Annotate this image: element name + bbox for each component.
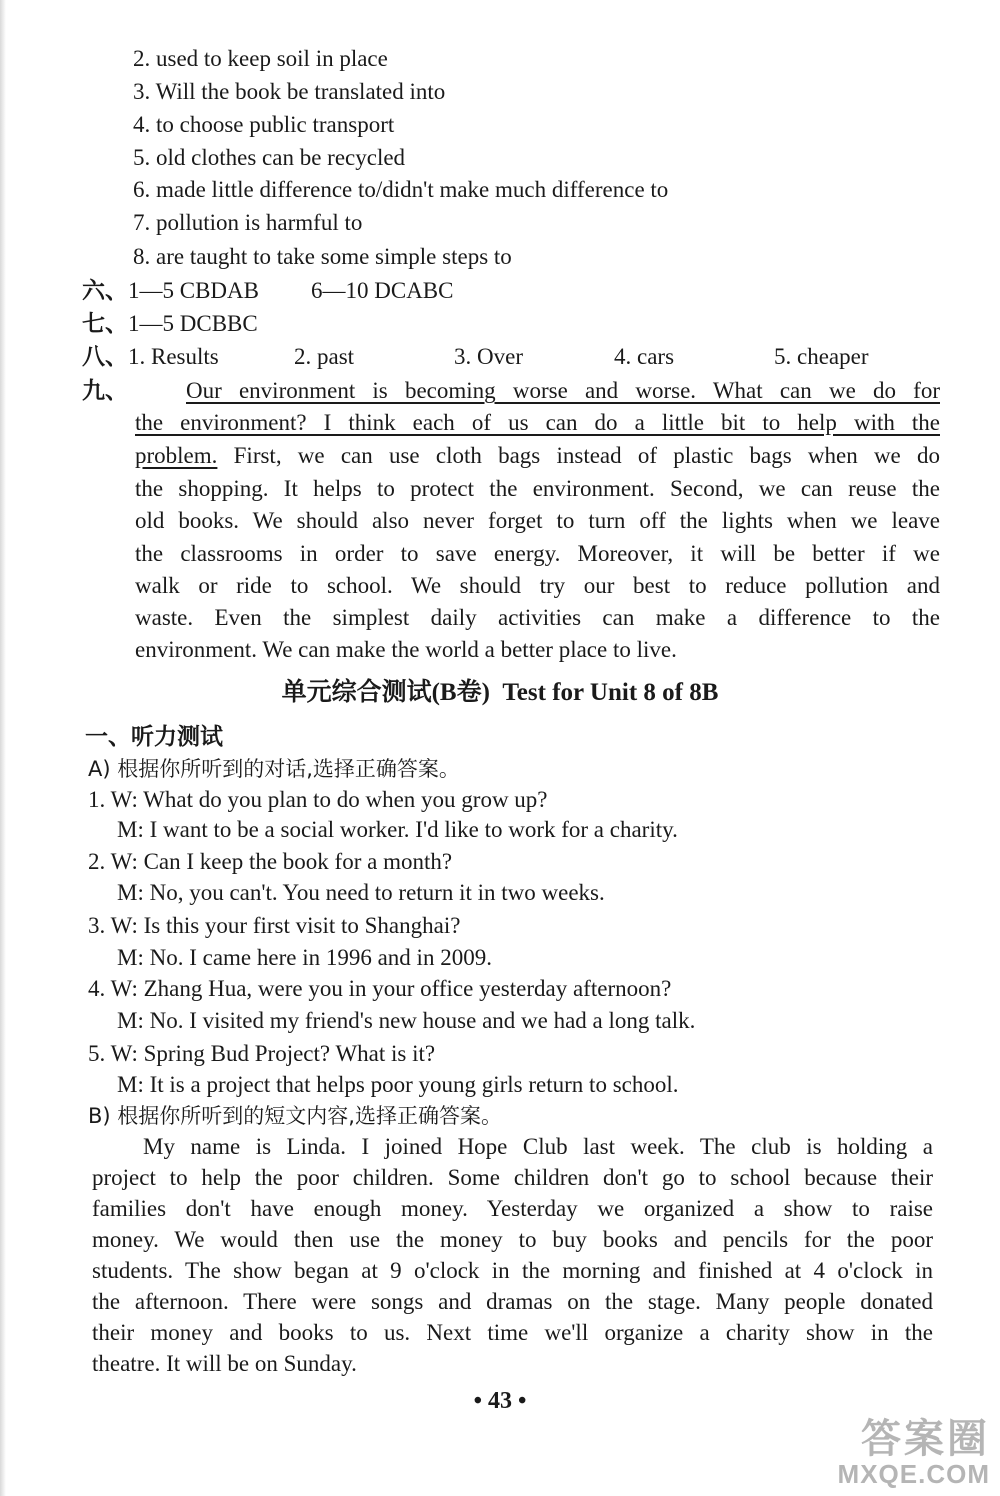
dialogue-4-woman: 4. W: Zhang Hua, were you in your office yesterday afternoon?	[88, 976, 672, 1001]
essay-line-8	[135, 603, 940, 633]
page-number: • 43 •	[473, 1388, 527, 1414]
essay-line-6-text: the classrooms in order to save energy. Moreover, it will be better if we	[135, 541, 940, 566]
section-7-number: 七、	[82, 311, 128, 336]
section-8-item-2: 2. past	[294, 344, 355, 369]
dialogue-5-woman: 5. W: Spring Bud Project? What is it?	[88, 1041, 436, 1066]
dialogue-2-man: M: No, you can't. You need to return it in two weeks.	[117, 880, 605, 905]
passage-line-1-text: My name is Linda. I joined Hope Club last week. The club is holding a	[143, 1134, 933, 1159]
essay-line-3	[135, 441, 940, 471]
watermark-logo	[838, 1418, 990, 1488]
passage-line-5-text: students. The show began at 9 o'clock in the morning and finished at 4 o'clock in	[92, 1258, 933, 1283]
dialogue-3-woman: 3. W: Is this your first visit to Shanghai?	[88, 913, 461, 938]
essay-line-1-text: Our environment is becoming worse and worse. What can we do for	[186, 378, 940, 403]
passage-line-4	[92, 1225, 933, 1255]
answer-4: 4. to choose public transport	[133, 112, 395, 137]
answer-8: 8. are taught to take some simple steps to	[133, 244, 512, 269]
section-8-item-4: 4. cars	[614, 344, 675, 369]
scan-edge	[0, 0, 6, 1496]
passage-line-6-text: the afternoon. There were songs and dramas on the stage. Many people donated	[92, 1289, 933, 1314]
essay-line-6	[135, 539, 940, 569]
dialogue-5-man: M: It is a project that helps poor young girls return to school.	[117, 1072, 679, 1097]
section-8-item-5: 5. cheaper	[774, 344, 869, 369]
section-8-item-1: 1. Results	[128, 344, 219, 369]
watermark-chinese: 答案圈	[861, 1417, 990, 1461]
dialogue-3-man: M: No. I came here in 1996 and in 2009.	[117, 945, 492, 970]
dialogue-2-woman: 2. W: Can I keep the book for a month?	[88, 849, 453, 874]
section-9-number: 九、	[82, 378, 128, 403]
answer-7: 7. pollution is harmful to	[133, 210, 363, 235]
passage-line-6	[92, 1287, 933, 1317]
watermark-url: MXQE.COM	[837, 1459, 990, 1489]
essay-line-3-rest: First, we can use cloth bags instead of plastic bags when we do	[217, 443, 940, 468]
part-b-instruction: B) 根据你所听到的短文内容,选择正确答案。	[88, 1104, 502, 1128]
part-a-instruction: A) 根据你所听到的对话,选择正确答案。	[88, 757, 460, 781]
section-8-number: 八、	[82, 344, 128, 369]
essay-line-7	[135, 571, 940, 601]
passage-line-7-text: their money and books to us. Next time we'll organize a charity show in the	[92, 1320, 933, 1345]
section-6-number: 六、	[82, 278, 128, 303]
passage-line-1	[143, 1132, 933, 1162]
essay-line-5-text: old books. We should also never forget to turn off the lights when we leave	[135, 508, 940, 533]
essay-line-5	[135, 506, 940, 536]
essay-line-4	[135, 474, 940, 504]
passage-line-7	[92, 1318, 933, 1348]
test-heading: 单元综合测试(B卷) Test for Unit 8 of 8B	[281, 679, 719, 706]
passage-line-3-text: families don't have enough money. Yesterday we organized a show to raise	[92, 1196, 933, 1221]
section-6-answers-a: 1—5 CBDAB	[128, 278, 259, 303]
essay-line-2	[135, 408, 940, 438]
section-6	[82, 276, 454, 306]
section-7	[82, 309, 258, 339]
dialogue-4-man: M: No. I visited my friend's new house and we had a long talk.	[117, 1008, 696, 1033]
essay-line-8-text: waste. Even the simplest daily activities can make a difference to the	[135, 605, 940, 630]
essay-line-9: environment. We can make the world a better place to live.	[135, 637, 677, 662]
dialogue-1-woman: 1. W: What do you plan to do when you grow up?	[88, 787, 548, 812]
dialogue-1-man: M: I want to be a social worker. I'd like to work for a charity.	[117, 817, 678, 842]
passage-line-8: theatre. It will be on Sunday.	[92, 1351, 357, 1376]
listening-title: 一、听力测试	[85, 724, 223, 749]
section-7-answers: 1—5 DCBBC	[128, 311, 258, 336]
passage-line-2-text: project to help the poor children. Some children don't go to school because their	[92, 1165, 933, 1190]
section-6-answers-b: 6—10 DCABC	[311, 278, 454, 303]
passage-line-3	[92, 1194, 933, 1224]
essay-line-7-text: walk or ride to school. We should try our best to reduce pollution and	[135, 573, 940, 598]
section-8-item-3: 3. Over	[454, 344, 523, 369]
essay-line-4-text: the shopping. It helps to protect the environment. Second, we can reuse the	[135, 476, 940, 501]
answer-3: 3. Will the book be translated into	[133, 79, 446, 104]
answer-5: 5. old clothes can be recycled	[133, 145, 406, 170]
answer-2: 2. used to keep soil in place	[133, 46, 388, 71]
passage-line-4-text: money. We would then use the money to buy books and pencils for the poor	[92, 1227, 933, 1252]
passage-line-5	[92, 1256, 933, 1286]
essay-line-3-underlined: problem.	[135, 443, 218, 468]
answer-6: 6. made little difference to/didn't make much difference to	[133, 177, 669, 202]
passage-line-2	[92, 1163, 933, 1193]
essay-line-1	[186, 376, 940, 406]
essay-line-2-text: the environment? I think each of us can do a little bit to help with the	[135, 410, 940, 435]
